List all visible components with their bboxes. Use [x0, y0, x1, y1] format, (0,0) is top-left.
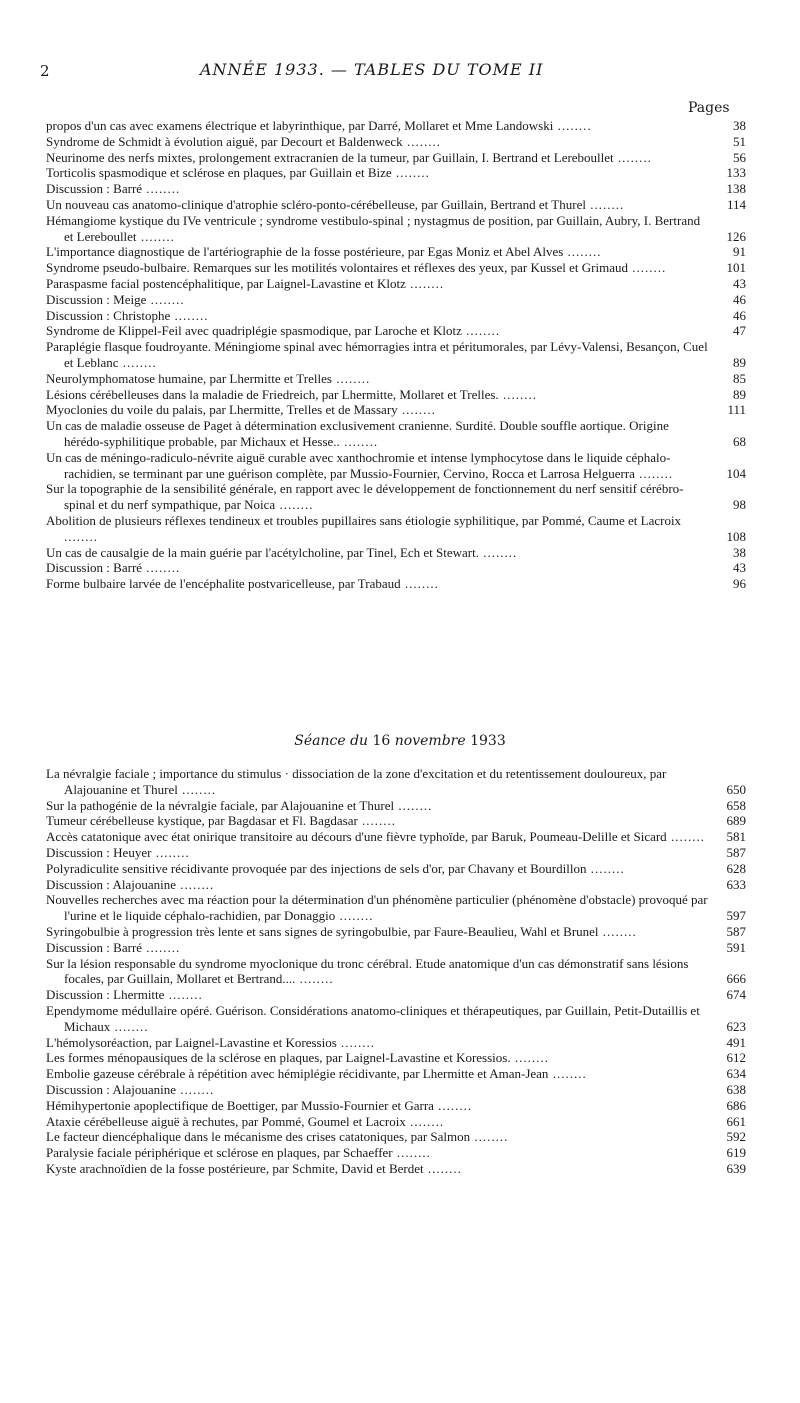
leader-dots: ........ [666, 829, 705, 845]
entry-title: propos d'un cas avec examens électrique et labyrinthique, par Darré, Mollaret et Mme Landowski [46, 118, 554, 133]
entry-page-number: 47 [733, 323, 746, 339]
leader-dots: ........ [394, 797, 433, 813]
entry-title: Syndrome de Klippel-Feil avec quadriplégie spasmodique, par Laroche et Klotz [46, 323, 462, 339]
entry-page-number: 686 [726, 1097, 746, 1113]
entry-page-number: 612 [726, 1050, 746, 1066]
index-entry [46, 1035, 750, 1051]
entry-page-number: 98 [733, 497, 746, 513]
entry-title: Nouvelles recherches avec ma réaction pour la détermination d'un phénomène particulier (phénomène d'obstacle) provoqué par l'urine et le liquide céphalo-rachidien, par Donaggio [46, 892, 708, 924]
entry-page-number: 138 [726, 181, 746, 197]
entry-title: Ependymome médullaire opéré. Guérison. Considérations anatomo-cliniques et thérapeutiques, par Guillain, Petit-Dutaillis et Michaux [46, 1002, 700, 1034]
entry-page-number: 126 [726, 228, 746, 244]
entry-title: La névralgie faciale ; importance du stimulus · dissociation de la zone d'excitation et du retentissement douloureux, par Alajouanine et Thurel [46, 766, 667, 797]
entry-page-number: 91 [733, 244, 746, 260]
index-entry [46, 576, 750, 592]
entry-title: Discussion : Alajouanine [46, 1081, 176, 1097]
entry-page-number: 591 [726, 939, 746, 955]
session-heading-month: novembre [394, 733, 466, 749]
entry-page-number: 581 [726, 829, 746, 845]
entry-page-number: 661 [726, 1113, 746, 1129]
entry-title: Polyradiculite sensitive récidivante provoquée par des injections de sels d'or, par Chavany et Bourdillon [46, 860, 587, 876]
entry-title: Syringobulbie à progression très lente et sans signes de syringobulbie, par Faure-Beaulieu, Wahl et Brunel [46, 923, 599, 939]
entry-title: Lésions cérébelleuses dans la maladie de Friedreich, par Lhermitte, Mollaret et Trelles. [46, 386, 499, 402]
leader-dots: ........ [461, 323, 501, 339]
index-entry [46, 165, 750, 181]
entry-title: Discussion : Barré [46, 939, 143, 955]
entry-page-number: 639 [726, 1160, 746, 1176]
entry-title: Myoclonies du voile du palais, par Lhermitte, Trelles et de Massary [46, 402, 398, 418]
leader-dots: ........ [402, 133, 441, 149]
index-entry [46, 940, 750, 956]
index-entry [46, 481, 750, 513]
entry-page-number: 111 [727, 402, 746, 418]
index-entry [46, 1114, 750, 1130]
leader-dots: ........ [118, 354, 157, 370]
leader-dots: ........ [146, 291, 185, 307]
entry-title: Syndrome pseudo-bulbaire. Remarques sur les motilités volontaires et réflexes des yeux, par Kussel et Grimaud [46, 260, 628, 276]
index-entry [46, 829, 750, 845]
leader-dots: ........ [405, 275, 445, 291]
index-entry [46, 987, 750, 1003]
entry-title: L'hémolysoréaction, par Laignel-Lavastine et Koressios [46, 1034, 337, 1050]
entry-page-number: 597 [726, 908, 746, 924]
index-entry [46, 877, 750, 893]
index-entry [46, 276, 750, 292]
entry-page-number: 689 [726, 813, 746, 829]
index-entry [46, 560, 750, 576]
index-entry [46, 1098, 750, 1114]
index-entry [46, 197, 750, 213]
entry-title: Discussion : Lhermitte [46, 987, 165, 1003]
entry-title: Forme bulbaire larvée de l'encéphalite postvaricelleuse, par Trabaud [46, 576, 401, 592]
index-entry [46, 292, 750, 308]
entry-page-number: 666 [726, 971, 746, 987]
leader-dots: ........ [586, 860, 625, 876]
entry-title: Discussion : Christophe [46, 307, 171, 323]
entry-page-number: 633 [726, 876, 746, 892]
entry-page-number: 587 [726, 923, 746, 939]
index-entry [46, 1003, 750, 1035]
entry-page-number: 51 [733, 133, 746, 149]
entry-title: Torticolis spasmodique et sclérose en plaques, par Guillain et Bize [46, 165, 392, 181]
entry-page-number: 491 [726, 1034, 746, 1050]
index-entry [46, 213, 750, 245]
leader-dots: ........ [110, 1018, 149, 1034]
entry-page-number: 38 [733, 118, 746, 133]
entry-page-number: 592 [726, 1129, 746, 1145]
index-entry [46, 450, 750, 482]
entry-page-number: 619 [726, 1145, 746, 1161]
leader-dots: ........ [335, 908, 374, 924]
entry-title: Kyste arachnoïdien de la fosse postérieure, par Schmite, David et Berdet [46, 1160, 424, 1176]
entry-title: Sur la topographie de la sensibilité générale, en rapport avec le développement de fonctionnement du nerf sensitif cérébro-spinal et du nerf sympathique, par Noica [46, 481, 684, 513]
entry-title: Discussion : Barré [46, 560, 143, 576]
entry-page-number: 56 [733, 149, 746, 165]
leader-dots: ........ [627, 260, 667, 276]
index-entry [46, 513, 750, 545]
leader-dots: ........ [176, 1081, 215, 1097]
index-entry [46, 1050, 750, 1066]
entry-page-number: 104 [726, 465, 746, 481]
index-entry [46, 956, 750, 988]
leader-dots: ........ [142, 939, 181, 955]
entry-title: Les formes ménopausiques de la sclérose en plaques, par Laignel-Lavastine et Koressios. [46, 1050, 511, 1066]
leader-dots: ........ [548, 1066, 587, 1082]
entry-title: Sur la lésion responsable du syndrome myoclonique du tronc cérébral. Etude anatomique d'un cas démonstratif sans lésions focales, par Guillain, Mollaret et Bertrand.... [46, 955, 689, 987]
index-entry [46, 244, 750, 260]
leader-dots: ........ [433, 1097, 473, 1113]
pages-column-label: Pages [688, 100, 730, 116]
entry-title: Discussion : Barré [46, 181, 143, 197]
leader-dots: ........ [392, 1145, 431, 1161]
entry-title: Un cas de méningo-radiculo-névrite aiguë curable avec xanthochromie et intense lymphocytose dans le liquide céphalo-rachidien, se terminant par une guérison complète, par Mussio-Fournier, Cervino, Rocca et Larrosa Helguerra [46, 449, 671, 481]
index-entry [46, 924, 750, 940]
index-entry [46, 1082, 750, 1098]
index-entry [46, 308, 750, 324]
running-head: ANNÉE 1933. — TABLES DU TOME II [200, 60, 544, 79]
entry-title: Un cas de causalgie de la main guérie par l'acétylcholine, par Tinel, Ech et Stewart. [46, 544, 479, 560]
entry-page-number: 89 [733, 386, 746, 402]
entry-title: Tumeur cérébelleuse kystique, par Bagdasar et Fl. Bagdasar [46, 813, 358, 829]
entry-page-number: 68 [733, 433, 746, 449]
leader-dots: ........ [136, 228, 175, 244]
index-entry [46, 1145, 750, 1161]
index-entry [46, 402, 750, 418]
leader-dots: ........ [142, 560, 181, 576]
entry-page-number: 96 [733, 576, 746, 592]
entry-page-number: 623 [726, 1018, 746, 1034]
entry-page-number: 85 [733, 370, 746, 386]
index-list-section-2 [46, 766, 750, 1177]
entry-title: Discussion : Meige [46, 291, 147, 307]
session-heading-day: 16 [372, 733, 391, 749]
leader-dots: ........ [357, 813, 397, 829]
index-entry [46, 150, 750, 166]
entry-page-number: 46 [733, 291, 746, 307]
index-entry [46, 371, 750, 387]
leader-dots: ........ [563, 244, 602, 260]
entry-page-number: 628 [726, 860, 746, 876]
index-list-section-1 [46, 118, 750, 592]
leader-dots: ........ [397, 402, 436, 418]
index-entry [46, 387, 750, 403]
session-heading [0, 733, 800, 749]
entry-title: Le facteur diencéphalique dans le mécanisme des crises catatoniques, par Salmon [46, 1129, 471, 1145]
entry-page-number: 658 [726, 797, 746, 813]
entry-page-number: 43 [733, 275, 746, 291]
leader-dots: ........ [275, 497, 314, 513]
index-entry [46, 545, 750, 561]
leader-dots: ........ [177, 781, 217, 797]
entry-page-number: 46 [733, 307, 746, 323]
index-entry [46, 134, 750, 150]
entry-title: Neurolymphomatose humaine, par Lhermitte et Trelles [46, 370, 332, 386]
entry-page-number: 108 [726, 528, 746, 544]
entry-title: Paralysie faciale périphérique et sclérose en plaques, par Schaeffer [46, 1145, 393, 1161]
entry-page-number: 634 [726, 1066, 746, 1082]
entry-page-number: 38 [733, 544, 746, 560]
entry-page-number: 133 [726, 165, 746, 181]
leader-dots: ........ [479, 544, 518, 560]
index-entry [46, 260, 750, 276]
entry-title: L'importance diagnostique de l'artériographie de la fosse postérieure, par Egas Moniz et Abel Alves [46, 244, 564, 260]
index-entry [46, 1129, 750, 1145]
index-entry [46, 418, 750, 450]
entry-title: Accès catatonique avec état onirique transitoire au décours d'une fièvre typhoïde, par Baruk, Poumeau-Delille et Sicard [46, 829, 667, 845]
entry-title: Paraspasme facial postencéphalitique, par Laignel-Lavastine et Klotz [46, 275, 406, 291]
entry-title: Embolie gazeuse cérébrale à répétition avec hémiplégie récidivante, par Lhermitte et Aman-Jean [46, 1066, 549, 1082]
entry-page-number: 587 [726, 844, 746, 860]
entry-title: Discussion : Heuyer [46, 844, 152, 860]
entry-title: Paraplégie flasque foudroyante. Méningiome spinal avec hémorragies intra et péritumorales, par Lévy-Valensi, Besançon, Cuel et Leblanc [46, 339, 708, 370]
index-entry [46, 892, 750, 924]
index-entry [46, 813, 750, 829]
leader-dots: ........ [498, 386, 537, 402]
leader-dots: ........ [405, 1113, 445, 1129]
leader-dots: ........ [151, 844, 190, 860]
entry-page-number: 43 [733, 560, 746, 576]
leader-dots: ........ [64, 528, 98, 544]
leader-dots: ........ [164, 987, 203, 1003]
leader-dots: ........ [400, 576, 439, 592]
entry-page-number: 114 [726, 196, 746, 212]
index-entry [46, 118, 750, 134]
leader-dots: ........ [634, 465, 674, 481]
index-entry [46, 339, 750, 371]
entry-title: Discussion : Alajouanine [46, 876, 176, 892]
leader-dots: ........ [295, 971, 334, 987]
entry-title: Ataxie cérébelleuse aiguë à rechutes, par Pommé, Goumel et Lacroix [46, 1113, 406, 1129]
leader-dots: ........ [510, 1050, 549, 1066]
leader-dots: ........ [598, 923, 637, 939]
entry-page-number: 89 [733, 354, 746, 370]
leader-dots: ........ [423, 1160, 462, 1176]
leader-dots: ........ [331, 370, 371, 386]
leader-dots: ........ [391, 165, 430, 181]
entry-title: Un nouveau cas anatomo-clinique d'atrophie scléro-ponto-cérébelleuse, par Guillain, Bertrand et Thurel [46, 196, 586, 212]
entry-title: Syndrome de Schmidt à évolution aiguë, par Decourt et Baldenweck [46, 133, 403, 149]
entry-title: Un cas de maladie osseuse de Paget à détermination exclusivement cranienne. Surdité. Double souffle aortique. Origine hérédo-syphilitique probable, par Michaux et Hesse.. [46, 418, 669, 449]
entry-page-number: 674 [726, 987, 746, 1003]
entry-page-number: 101 [726, 260, 746, 276]
entry-page-number: 650 [726, 781, 746, 797]
entry-title: Hémihypertonie apoplectifique de Boettiger, par Mussio-Fournier et Garra [46, 1097, 434, 1113]
leader-dots: ........ [613, 149, 652, 165]
index-entry [46, 1066, 750, 1082]
entry-title: Sur la pathogénie de la névralgie faciale, par Alajouanine et Thurel [46, 797, 395, 813]
entry-page-number: 638 [726, 1081, 746, 1097]
index-entry [46, 798, 750, 814]
index-entry [46, 323, 750, 339]
leader-dots: ........ [176, 876, 215, 892]
entry-title: Hémangiome kystique du IVe ventricule ; syndrome vestibulo-spinal ; nystagmus de position, par Guillain, Aubry, I. Bertrand et Lereboullet [46, 212, 701, 244]
session-heading-year: 1933 [470, 733, 506, 749]
leader-dots: ........ [170, 307, 209, 323]
index-entry [46, 181, 750, 197]
session-heading-prefix: Séance du [294, 733, 369, 749]
index-entry [46, 1161, 750, 1177]
entry-title: Neurinome des nerfs mixtes, prolongement extracranien de la tumeur, par Guillain, I. Bertrand et Lereboullet [46, 149, 614, 165]
leader-dots: ........ [470, 1129, 509, 1145]
leader-dots: ........ [553, 118, 592, 133]
leader-dots: ........ [336, 1034, 376, 1050]
index-entry [46, 766, 750, 798]
entry-title: Abolition de plusieurs réflexes tendineux et troubles pupillaires sans étiologie syphilitique, par Pommé, Caume et Lacroix [46, 512, 682, 528]
leader-dots: ........ [585, 196, 625, 212]
index-entry [46, 845, 750, 861]
page-number: 2 [40, 62, 50, 80]
leader-dots: ........ [339, 433, 379, 449]
leader-dots: ........ [142, 181, 181, 197]
index-entry [46, 861, 750, 877]
